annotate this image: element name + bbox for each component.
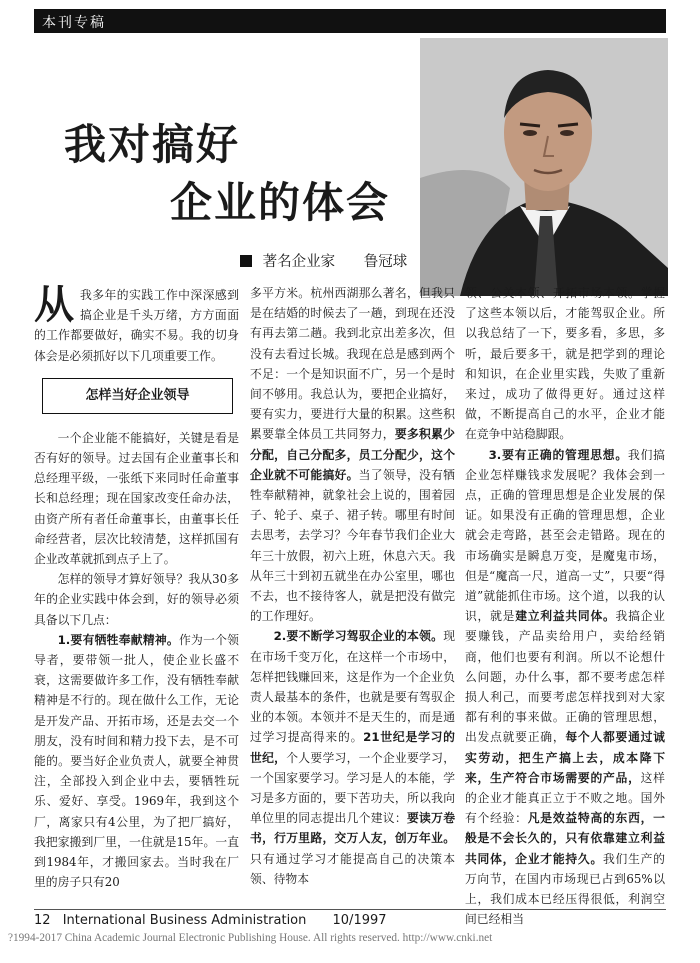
author-portrait-photo: [420, 38, 668, 296]
paragraph-text: 我们生产的万向节，在国内市场现已占到65%以上，我们成本已经压得很低，利润空间已经相当: [465, 851, 665, 927]
paragraph: [250, 626, 455, 889]
section-tag: 本刊专稿: [42, 15, 106, 31]
drop-cap: 从: [34, 285, 74, 328]
article-column-2: [250, 283, 455, 889]
author-role: 著名企业家: [262, 254, 336, 270]
article-title-line-1: 我对搞好: [64, 120, 241, 169]
point-heading: 2.要不断学习驾驭企业的本领。: [273, 629, 444, 644]
footer-divider: [34, 909, 666, 910]
emphasis-text: 21世纪是学习的世纪，: [250, 730, 455, 765]
page-number: 12: [34, 913, 51, 928]
section-header-bar: [34, 9, 666, 33]
paragraph-text: 当了领导，没有牺牲奉献精神，就象社会上说的，围着园子、轮子、桌子、裙子转。哪里有时间去思考，去学习？今年春节我们企业大年三十放假，初六上班，休息六天。我从年三十到初五就坐在办公室里，哪也不去，也不接待客人，就是把没有做完的工作理好。: [250, 467, 455, 624]
paragraph-text: 只有通过学习才能提高自己的决策本领、待物本: [250, 851, 455, 886]
paragraph-text: 我们搞企业怎样赚钱求发展呢？我体会到一点，正确的管理思想是企业发展的保证。如果没有正确的管理思想，企业就会走弯路，甚至会走错路。现在的市场确实是瞬息万变，是魔鬼市场，但是“魔高一尺，道高一丈”，只要“得道”就能抓住市场。这个道，以我的认识，就是: [465, 447, 665, 624]
intro-text: 我多年的实践工作中深深感到搞企业是千头万绪，方方面面的工作都要做好，确实不易。我的切身体会是必须抓好以下几项重要工作。: [34, 288, 239, 363]
paragraph: 领、公关本领、开拓市场本领。掌握了这些本领以后，才能驾驭企业。所以我总结了一下，要多看，多思，多听，最后要多干，就是把学到的理论和知识，在企业里实践，失败了重新来过，成功了做得更好。通过这样做，不断提高自己的水平，企业才能在竞争中站稳脚跟。: [465, 286, 665, 442]
portrait-illustration: [420, 38, 668, 296]
article-title-line-2: 企业的体会: [170, 178, 391, 227]
section-heading-box: 怎样当好企业领导: [42, 378, 233, 414]
paragraph: 怎样的领导才算好领导？我从30多年的企业实践中体会到，好的领导必须具备以下几点：: [34, 572, 239, 627]
point-heading: 1.要有牺牲奉献精神。: [57, 632, 179, 647]
emphasis-text: 建立利益共同体。: [515, 609, 616, 624]
paragraph: 一个企业能不能搞好，关键是看是否有好的领导。过去国有企业董事长和总经理平级，一张纸下来同时任命董事长和总经理；现在国家改变任命办法，由资产所有者任命董事长，由董事长任命经营者，层次比较清楚，这样抓国有企业改革就抓到点子上了。: [34, 430, 239, 567]
emphasis-text: 要读万卷书，行万里路，交万人友，创万年业。: [250, 811, 455, 846]
paragraph: [250, 283, 455, 626]
paragraph-text: 我搞企业要赚钱，产品卖给用户，卖给经销商，他们也要有利润。所以不论想什么问题，办什么事，都不要考虑怎样损人利己，而要考虑怎样找到对大家都有利的事来做。正确的管理思想，出发点就要正确，: [465, 609, 665, 745]
journal-name: International Business Administration: [62, 913, 307, 928]
emphasis-text: 要多积累少分配，自己分配多，员工分配少，这个企业就不可能搞好。: [250, 427, 455, 482]
emphasis-text: 每个人都要通过诚实劳动，把生产搞上去，成本降下来，生产符合市场需要的产品，: [465, 730, 665, 785]
point-heading: 3.要有正确的管理思想。: [488, 447, 628, 462]
article-column-1: [34, 285, 239, 892]
emphasis-text: 凡是效益特高的东西，一般是不会长久的，只有依靠建立利益共同体，企业才能持久。: [465, 811, 665, 866]
paragraph-text: 作为一个领导者，要带领一批人，使企业长盛不衰，这需要做许多工作，没有牺牲奉献精神是不行的。现在做什么工作，无论是开发产品、开拓市场，还是去交一个朋友，没有时间和精力投下去，是不可能的。要当好企业负责人，就要全神贯注，全部投入到企业中去，要牺牲玩乐、爱好、享受。1969年，我到这个厂，离家只有4公里，为了把厂搞好，我把家搬到厂里，一住就是15年。一直到1984年，才搬回家去。当时我在厂里的房子只有20: [34, 632, 239, 890]
square-bullet-icon: [240, 255, 252, 267]
author-name: 鲁冠球: [363, 254, 408, 270]
paragraph: [34, 630, 239, 893]
issue-number: 10/1997: [332, 913, 387, 928]
paragraph-text: 多平方米。杭州西湖那么著名，但我只是在结婚的时候去了一趟，到现在还没有再去第二趟。我到北京出差多次，但没有去看过长城。我现在总是感到两个不足：一个是知识面不广，另一个是时间不够用。我总认为，要把企业搞好，要有实力，要进行大量的积累。这些积累要靠全体员工共同努力，: [250, 286, 455, 442]
paragraph-text: 个人要学习，一个企业要学习，一个国家要学习。学习是人的本能，学习是多方面的，要下苦功夫，所以我向单位里的同志提出几个建议：: [250, 750, 455, 826]
paragraph: [465, 445, 665, 930]
intro-paragraph: [34, 285, 239, 366]
article-column-3: [465, 283, 665, 930]
byline: [240, 250, 407, 271]
paragraph-text: 现在市场千变万化，在这样一个市场中，怎样把钱赚回来，这是作为一个企业负责人最基本的条件，也就是要有驾驭企业的本领。本领并不是天生的，而是通过学习提高得来的。: [250, 629, 455, 745]
copyright-notice: ?1994-2017 China Academic Journal Electronic Publishing House. All rights reserved. http://www.cnki.net: [8, 932, 493, 944]
paragraph-text: 这样的企业才能真正立于不败之地。国外有个经验：: [465, 770, 665, 826]
page-footer: [34, 913, 387, 928]
